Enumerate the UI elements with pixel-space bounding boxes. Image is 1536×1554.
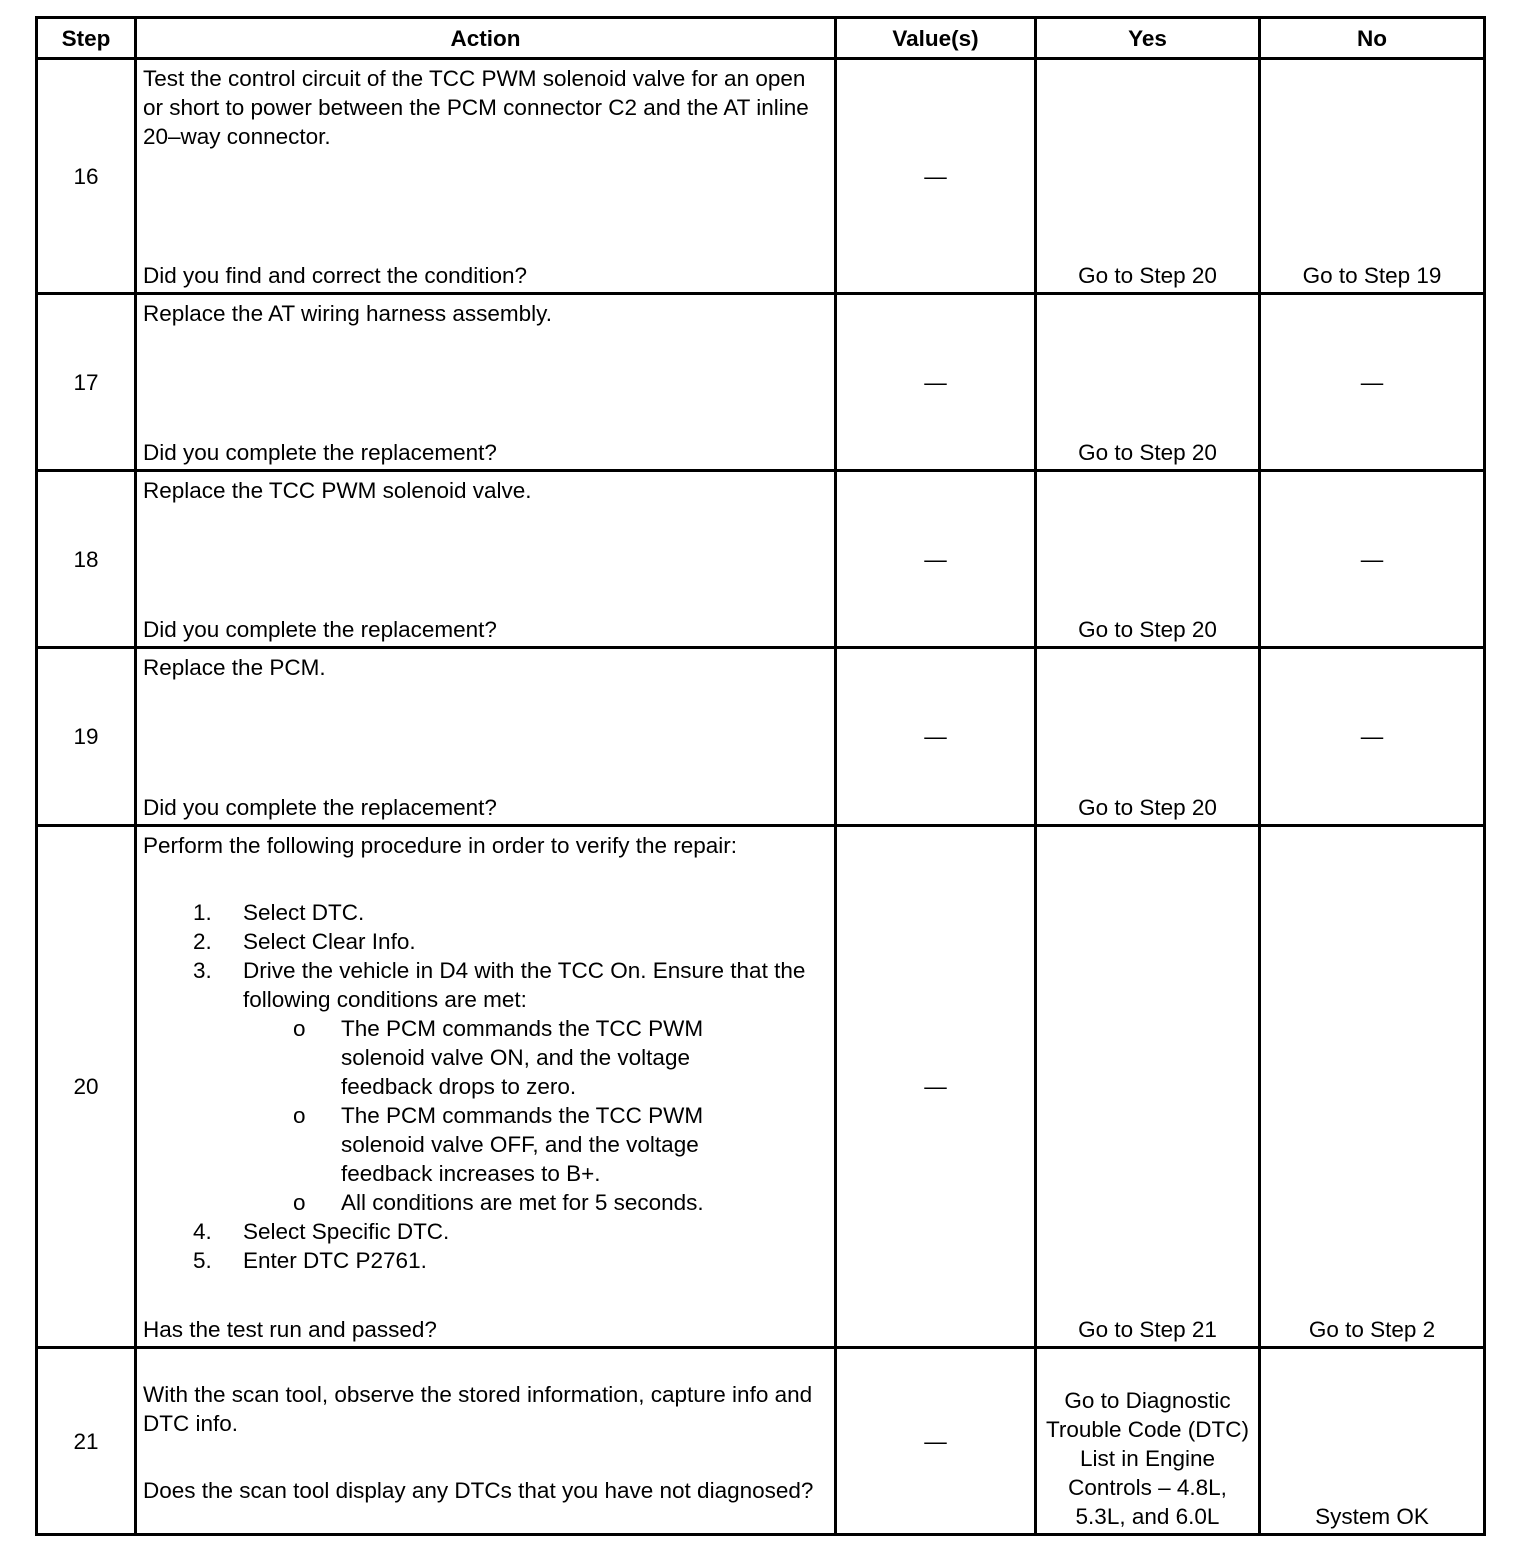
step-number: 16	[37, 59, 136, 294]
action-cell	[136, 471, 836, 648]
action-cell	[136, 648, 836, 826]
step-number: 20	[37, 826, 136, 1348]
header-yes: Yes	[1036, 18, 1260, 59]
action-text: Perform the following procedure in order to verify the repair:	[143, 833, 738, 858]
bullet-icon: o	[293, 1016, 306, 1041]
step-number: 17	[37, 294, 136, 471]
diagnostic-table	[35, 16, 1486, 1536]
no-cell: System OK	[1260, 1348, 1485, 1535]
action-text: Replace the AT wiring harness assembly.	[143, 301, 552, 326]
table-row	[37, 826, 1485, 1348]
action-question: Did you complete the replacement?	[143, 440, 497, 465]
sub-list-item: The PCM commands the TCC PWM solenoid valve OFF, and the voltage feedback increases to B+.	[341, 1103, 704, 1186]
yes-cell: Go to Step 20	[1036, 294, 1260, 471]
list-item: Drive the vehicle in D4 with the TCC On. Ensure that the following conditions are met:	[243, 958, 806, 1012]
list-item: Select DTC.	[243, 900, 365, 925]
action-text: Test the control circuit of the TCC PWM solenoid valve for an open or short to power between the PCM connector C2 and the AT inline 20–way connector.	[143, 66, 809, 149]
no-cell: —	[1260, 471, 1485, 648]
no-cell: Go to Step 2	[1260, 826, 1485, 1348]
list-number: 1.	[193, 900, 212, 925]
table-row	[37, 648, 1485, 826]
action-question: Has the test run and passed?	[143, 1317, 437, 1342]
action-text: Replace the PCM.	[143, 655, 326, 680]
action-question: Does the scan tool display any DTCs that you have not diagnosed?	[143, 1477, 814, 1503]
action-question: Did you find and correct the condition?	[143, 263, 527, 288]
list-number: 4.	[193, 1219, 212, 1244]
list-number: 2.	[193, 929, 212, 954]
yes-cell: Go to Step 20	[1036, 648, 1260, 826]
action-text: Replace the TCC PWM solenoid valve.	[143, 478, 532, 503]
sub-list-item: All conditions are met for 5 seconds.	[341, 1190, 704, 1215]
list-item: Select Clear Info.	[243, 929, 416, 954]
bullet-icon: o	[293, 1190, 306, 1215]
action-question: Did you complete the replacement?	[143, 617, 497, 642]
value-cell: —	[836, 294, 1036, 471]
header-row	[37, 18, 1485, 59]
action-text: With the scan tool, observe the stored information, capture info and DTC info.	[143, 1381, 813, 1436]
list-number: 5.	[193, 1248, 212, 1273]
list-item: Select Specific DTC.	[243, 1219, 450, 1244]
value-cell: —	[836, 471, 1036, 648]
action-cell	[136, 59, 836, 294]
sub-list-item: The PCM commands the TCC PWM solenoid valve ON, and the voltage feedback drops to zero.	[341, 1016, 704, 1099]
table-row	[37, 1348, 1485, 1535]
yes-cell: Go to Step 20	[1036, 471, 1260, 648]
value-cell: —	[836, 59, 1036, 294]
value-cell: —	[836, 826, 1036, 1348]
bullet-icon: o	[293, 1103, 306, 1128]
table-row	[37, 471, 1485, 648]
no-cell: —	[1260, 294, 1485, 471]
action-cell	[136, 826, 836, 1348]
action-cell	[136, 1348, 836, 1535]
value-cell: —	[836, 1348, 1036, 1535]
table-row	[37, 294, 1485, 471]
header-values: Value(s)	[836, 18, 1036, 59]
yes-cell: Go to Diagnostic Trouble Code (DTC) List in Engine Controls – 4.8L, 5.3L, and 6.0L	[1036, 1348, 1260, 1535]
header-step: Step	[37, 18, 136, 59]
value-cell: —	[836, 648, 1036, 826]
list-item: Enter DTC P2761.	[243, 1248, 427, 1273]
step-number: 21	[37, 1348, 136, 1535]
header-no: No	[1260, 18, 1485, 59]
step-number: 19	[37, 648, 136, 826]
step-number: 18	[37, 471, 136, 648]
list-number: 3.	[193, 958, 212, 983]
yes-cell: Go to Step 20	[1036, 59, 1260, 294]
yes-cell: Go to Step 21	[1036, 826, 1260, 1348]
action-question: Did you complete the replacement?	[143, 795, 497, 820]
header-action: Action	[136, 18, 836, 59]
no-cell: Go to Step 19	[1260, 59, 1485, 294]
action-cell	[136, 294, 836, 471]
table-row	[37, 59, 1485, 294]
no-cell: —	[1260, 648, 1485, 826]
